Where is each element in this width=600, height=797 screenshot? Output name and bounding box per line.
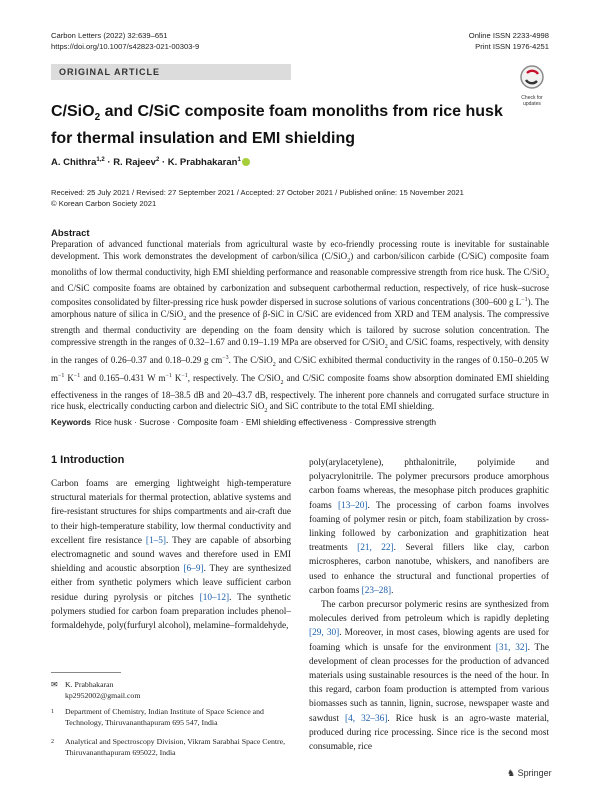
- publisher-logo: [507, 768, 552, 779]
- abstract-body: [51, 239, 549, 418]
- check-updates-line2: updates: [523, 101, 541, 107]
- citation-link[interactable]: [6–9]: [183, 564, 204, 575]
- superscript: −3: [222, 354, 229, 361]
- subscript: 2: [183, 315, 187, 322]
- abstract-text: and C/SiC exhibited thermal conductivity in the ranges of 0.150–0.205 W m: [51, 354, 549, 384]
- abstract-text: and the presence of β-SiC in C/SiC are evidenced from XRD and TEM analysis. The compressive strength and thermal conductivity are depending on the foam density which is tailored by sucrose solution concentration. The compressive strength in the ranges of 0.32–1.67 and 0.19–1.19 MPa are observed for C/SiO: [51, 308, 549, 347]
- superscript: −1: [521, 296, 528, 303]
- citation-link[interactable]: [4, 32–36]: [344, 713, 388, 724]
- corresponding-author: [51, 680, 291, 701]
- keywords-list: Rice husk · Sucrose · Composite foam · EMI shielding effectiveness · Compressive strength: [95, 417, 437, 427]
- issn-online: Online ISSN 2233-4998: [468, 31, 549, 40]
- affiliation-number: 1: [51, 709, 54, 715]
- abstract-text: ) and carbon/silicon carbide (C/SiC) composite foam monoliths of low thermal conductivity, high EMI shielding performance and reasonable compressive strength from rice husk. The C/SiO: [51, 250, 550, 277]
- body-text: poly(arylacetylene), phthalonitrile, polyimide and polyacrylonitrile. The polymer precursors produce amorphous carbon foams whereas, the mesophase pitch produces graphitic foams: [309, 458, 549, 511]
- issn-print: Print ISSN 1976-4251: [475, 42, 549, 51]
- citation-link[interactable]: [1–5]: [145, 535, 166, 546]
- author-3-affil: 1: [237, 157, 241, 163]
- title-part2: and C/SiC composite foam monoliths from rice husk for thermal insulation and EMI shielding: [51, 103, 503, 148]
- subscript: 2: [264, 408, 268, 415]
- abstract-text: and C/SiC composite foams are obtained by carbonization and subsequent carbothermal reduction, respectively, of rice husk–sucrose composites consolidated by filter-pressing rice husk powder dispersed in sucrose solutions of various concentrations (300–600 g L: [51, 283, 549, 307]
- keywords-label: Keywords: [51, 417, 92, 427]
- subscript: 2: [347, 257, 351, 264]
- body-text: . Several fillers like clay, carbon microspheres, carbon nanotube, whiskers, and nanofibers are used to enhance the structural and functional properties of carbon foams: [309, 543, 550, 596]
- check-updates-icon: [517, 64, 547, 90]
- affiliation-text: Analytical and Spectroscopy Division, Vikram Sarabhai Space Centre, Thiruvananthapuram 695022, India: [65, 737, 286, 757]
- abstract-text: ). The amorphous nature of silica in C/SiO: [51, 296, 550, 319]
- springer-horse-icon: ♞: [507, 768, 516, 778]
- abstract-text: and C/SiC foams, respectively, with density in the ranges of 0.26–0.37 and 0.18–0.29 g cm: [51, 336, 549, 365]
- subscript: 2: [272, 361, 276, 368]
- paragraph: [309, 598, 549, 754]
- body-text: . Rice husk is an agro-waste material, produced during rice processing. Since rice is the second most consumable, rice: [309, 713, 550, 753]
- citation-link[interactable]: [29, 30]: [309, 628, 340, 639]
- check-for-updates-button[interactable]: [517, 64, 547, 107]
- corresponding-email[interactable]: kp2952002@gmail.com: [65, 690, 141, 700]
- author-2-affil: 2: [155, 157, 160, 163]
- abstract-heading: Abstract: [51, 228, 90, 239]
- citation-link[interactable]: [10–12]: [199, 592, 230, 603]
- author-list: [51, 157, 250, 168]
- body-text: . The development of clean processes for the production of advanced materials using sustainable resources is the need of the hour. In this regard, carbon foam production is attempted from various biomasses such as tannin, lignin, sucrose, newspaper waste and sawdust: [309, 642, 550, 724]
- superscript: −1: [181, 373, 188, 380]
- article-title: [51, 101, 521, 149]
- superscript: −1: [165, 373, 172, 380]
- check-updates-line1: Check for: [521, 95, 543, 101]
- abstract-text: and C/SiC composite foams show absorption dominated EMI shielding effectiveness in the ranges of 18–38.5 dB and 20–43.7 dB, respectively. The inherent pore channels and corrugated surface structure in rice husk, electrically conducting carbon and dielectric SiO: [51, 373, 550, 412]
- subscript: 2: [384, 343, 388, 350]
- email-icon: ✉: [51, 680, 58, 689]
- author-separator: ·: [159, 157, 168, 169]
- article-type-badge: ORIGINAL ARTICLE: [51, 64, 291, 80]
- publisher-name: Springer: [517, 768, 552, 778]
- body-text: Carbon foams are emerging lightweight high-temperature structural materials for thermal protection, ablative systems and fire-resistant structures for ships compartments and air-craft due to their high-temperature stability, low thermal conductivity and excellent fire resistance: [51, 479, 291, 546]
- abstract-text: and 0.165–0.431 W m: [80, 373, 166, 384]
- section-heading-introduction: 1 Introduction: [51, 454, 125, 466]
- right-column: [309, 456, 549, 754]
- copyright-line: © Korean Carbon Society 2021: [51, 198, 157, 208]
- citation-link[interactable]: [31, 32]: [495, 642, 528, 653]
- abstract-text: , respectively. The C/SiO: [187, 373, 281, 384]
- author-1[interactable]: A. Chithra: [51, 157, 97, 169]
- history-dates: Received: 25 July 2021 / Revised: 27 September 2021 / Accepted: 27 October 2021 / Published online: 15 November 2021: [51, 188, 464, 197]
- affiliation-text: Department of Chemistry, Indian Institute of Space Science and Technology, Thiruvananthapuram 695 547, India: [65, 707, 264, 727]
- author-2[interactable]: R. Rajeev: [113, 157, 156, 169]
- orcid-icon[interactable]: [242, 158, 250, 166]
- subscript: 2: [546, 273, 549, 280]
- body-text: . Moreover, in most cases, blowing agents are used for foaming which is unsafe for the environment: [309, 628, 549, 653]
- title-part1: C/SiO: [51, 103, 95, 120]
- paragraph: [51, 477, 291, 633]
- doi-link[interactable]: https://doi.org/10.1007/s42823-021-00303-9: [51, 42, 200, 51]
- abstract-text: . The C/SiO: [228, 354, 273, 365]
- affiliation-2: [51, 737, 291, 758]
- citation-link[interactable]: [13–20]: [338, 500, 368, 511]
- corresponding-name: K. Prabhakaran: [65, 680, 114, 689]
- subscript: 2: [280, 380, 284, 387]
- keywords: [51, 417, 549, 427]
- superscript: −1: [58, 373, 65, 380]
- superscript: −1: [73, 373, 81, 380]
- abstract-text: and SiC contribute to the total EMI shielding.: [267, 401, 435, 412]
- affiliation-1: [51, 707, 291, 728]
- title-subscript: 2: [94, 112, 101, 124]
- body-text: .: [391, 585, 394, 596]
- abstract-text: Preparation of advanced functional materials from agricultural waste by eco-friendly processing route is inevitable for sustainable development. This work demonstrates the development of carbon/silica (C/SiO: [51, 239, 549, 261]
- left-column: [51, 477, 291, 633]
- citation-link[interactable]: [21, 22]: [357, 543, 394, 554]
- body-text: . They are synthesized either from synthetic polymers which leave sufficient carbon residue during pyrolysis or pitches: [51, 564, 291, 603]
- body-text: . The synthetic polymers studied for carbon foam preparation includes phenol–formaldehyde, poly(furfuryl alcohol), melamine–formaldehyde,: [51, 592, 291, 632]
- publication-dates: [51, 188, 464, 209]
- body-text: . They are capable of absorbing electromagnetic and sound waves and therefore used in EMI shielding and acoustic absorption: [51, 535, 291, 575]
- affiliation-number: 2: [51, 739, 54, 745]
- abstract-text: K: [171, 373, 182, 384]
- body-text: . The processing of carbon foams involves foaming of polymer resin or pitch, foam stabilization by cross-linking followed by carbonization and graphitization heat treatments: [309, 500, 549, 554]
- paragraph: [309, 456, 549, 598]
- body-text: The carbon precursor polymeric resins are synthesized from molecules derived from petroleum which is rapidly depleting: [309, 600, 549, 625]
- author-separator: ·: [104, 157, 114, 169]
- citation-link[interactable]: [23–28]: [361, 585, 392, 596]
- abstract-text: K: [64, 373, 74, 384]
- author-1-affil: 1,2: [96, 157, 105, 163]
- journal-citation: Carbon Letters (2022) 32:639–651: [51, 31, 168, 40]
- author-3[interactable]: K. Prabhakaran: [167, 157, 238, 169]
- footnote-rule: [51, 672, 121, 673]
